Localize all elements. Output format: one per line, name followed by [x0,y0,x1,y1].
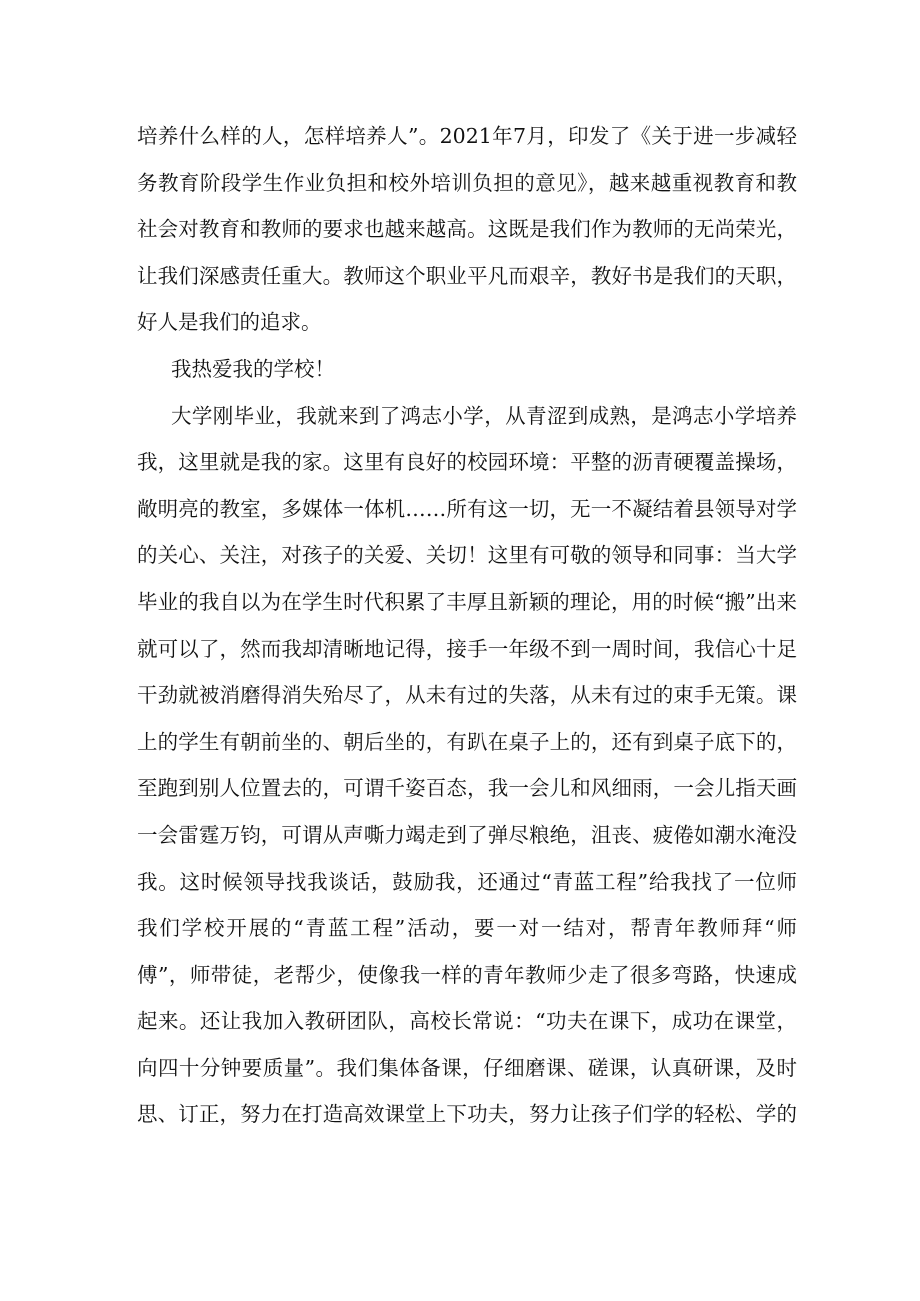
paragraph-line: 我们学校开展的“青蓝工程”活动，要一对一结对，帮青年教师拜“师 [137,916,797,941]
paragraph-line: 好人是我们的追求。 [137,310,322,335]
paragraph-line: 敞明亮的教室，多媒体一体机……所有这一切，无一不凝结着县领导对学 [137,496,797,521]
paragraph-line: 思、订正，努力在打造高效课堂上下功夫，努力让孩子们学的轻松、学的 [137,1102,797,1127]
paragraph-line: 就可以了，然而我却清晰地记得，接手一年级不到一周时间，我信心十足 [137,636,797,661]
paragraph-line: 上的学生有朝前坐的、朝后坐的，有趴在桌子上的，还有到桌子底下的， [137,729,797,754]
paragraph-line: 的关心、关注，对孩子的关爱、关切！这里有可敬的领导和同事：当大学 [137,543,797,568]
paragraph-line: 傅”，师带徒，老帮少，使像我一样的青年教师少走了很多弯路，快速成 [137,962,797,987]
section-heading: 我热爱我的学校！ [171,356,335,381]
paragraph-line: 我。这时候领导找我谈话，鼓励我，还通过“青蓝工程”给我找了一位师 [137,869,797,894]
paragraph-line: 我，这里就是我的家。这里有良好的校园环境：平整的沥青硬覆盖操场， [137,450,797,475]
paragraph-line: 至跑到别人位置去的，可谓千姿百态，我一会儿和风细雨，一会儿指天画 [137,776,797,801]
paragraph-line: 务教育阶段学生作业负担和校外培训负担的意见》，越来越重视教育和教 [137,170,797,195]
paragraph-line: 起来。还让我加入教研团队，高校长常说：“功夫在课下，成功在课堂， [137,1009,797,1034]
paragraph-line: 社会对教育和教师的要求也越来越高。这既是我们作为教师的无尚荣光， [137,217,797,242]
paragraph-line: 大学刚毕业，我就来到了鸿志小学，从青涩到成熟，是鸿志小学培养 [171,403,797,428]
paragraph-line: 让我们深感责任重大。教师这个职业平凡而艰辛，教好书是我们的天职， [137,263,797,288]
paragraph-line: 干劲就被消磨得消失殆尽了，从未有过的失落，从未有过的束手无策。课 [137,683,797,708]
paragraph-line: 毕业的我自以为在学生时代积累了丰厚且新颖的理论，用的时候“搬”出来 [137,589,797,614]
document-body [137,113,797,1138]
paragraph-line: 一会雷霆万钧，可谓从声嘶力竭走到了弹尽粮绝，沮丧、疲倦如潮水淹没 [137,822,797,847]
paragraph-line: 向四十分钟要质量”。我们集体备课，仔细磨课、磋课，认真研课，及时 [137,1055,797,1080]
paragraph-line: 培养什么样的人，怎样培养人”。2021年7月，印发了《关于进一步减轻 [137,124,797,148]
